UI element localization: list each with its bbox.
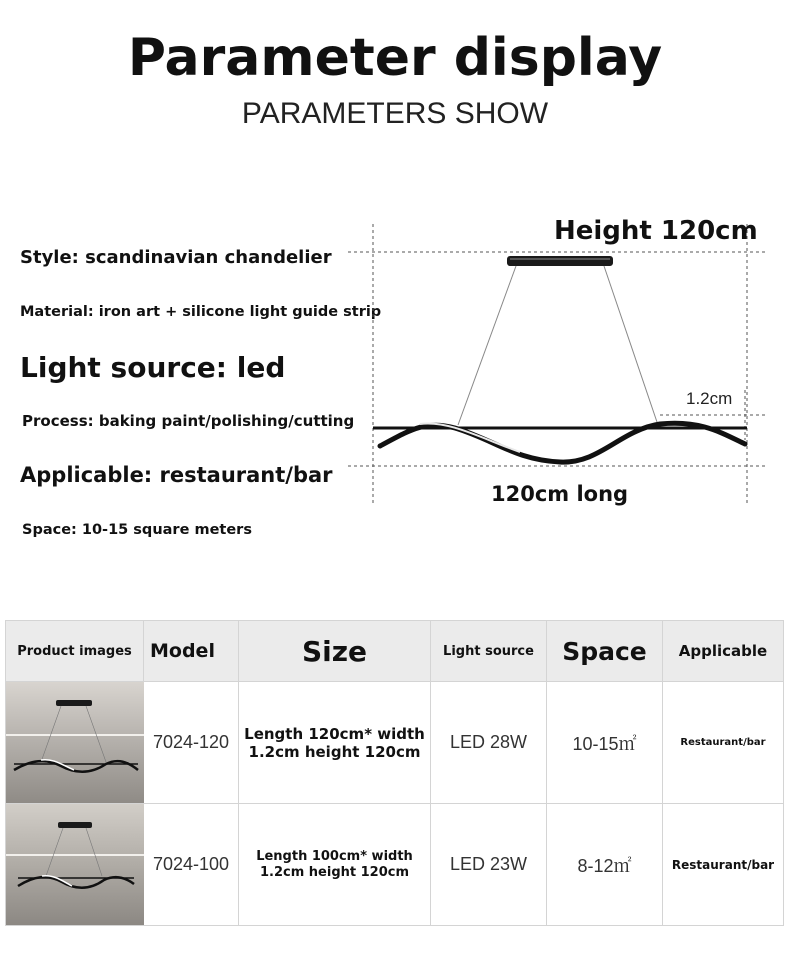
page-subtitle: PARAMETERS SHOW <box>241 97 549 130</box>
applicable-cell: Restaurant/bar <box>663 804 784 926</box>
spec-light-source: Light source: led <box>20 351 286 384</box>
space-cell: 8-12㎡ <box>547 804 663 926</box>
table-row <box>6 804 784 926</box>
product-image <box>6 682 144 804</box>
spec-style: Style: scandinavian chandelier <box>20 247 332 268</box>
light-source-cell: LED 28W <box>431 682 547 804</box>
size-line-1: Length 100cm* width <box>256 848 413 864</box>
product-image <box>6 804 144 926</box>
size-cell <box>239 804 431 926</box>
table-row <box>6 682 784 804</box>
chandelier-thumbnail-icon <box>6 682 144 803</box>
ceiling-canopy-icon <box>507 256 613 266</box>
height-label: Height 120cm <box>554 216 758 246</box>
size-line-1: Length 120cm* width <box>244 724 425 743</box>
chandelier-thumbnail-icon <box>6 804 144 925</box>
size-line-2: 1.2cm height 120cm <box>259 864 410 880</box>
applicable-cell: Restaurant/bar <box>663 682 784 804</box>
header-light-source: Light source <box>431 621 547 682</box>
header-space: Space <box>547 621 663 682</box>
product-table <box>5 620 784 926</box>
header-product-images: Product images <box>6 621 144 682</box>
spec-material: Material: iron art + silicone light guide strip <box>20 304 382 320</box>
header-model: Model <box>144 621 239 682</box>
suspension-wires <box>458 266 658 425</box>
light-source-cell: LED 23W <box>431 804 547 926</box>
size-line-2: 1.2cm height 120cm <box>248 742 421 761</box>
size-cell <box>239 682 431 804</box>
header-size: Size <box>239 621 431 682</box>
model-cell: 7024-100 <box>144 804 239 926</box>
page-title: Parameter display <box>127 28 663 88</box>
space-cell: 10-15㎡ <box>547 682 663 804</box>
spec-applicable: Applicable: restaurant/bar <box>20 463 333 487</box>
length-label: 120cm long <box>491 482 629 506</box>
spec-process: Process: baking paint/polishing/cutting <box>22 412 355 430</box>
spec-space: Space: 10-15 square meters <box>22 522 252 538</box>
model-cell: 7024-120 <box>144 682 239 804</box>
table-header-row <box>6 621 784 682</box>
header-applicable: Applicable <box>663 621 784 682</box>
thickness-label: 1.2cm <box>686 389 733 408</box>
